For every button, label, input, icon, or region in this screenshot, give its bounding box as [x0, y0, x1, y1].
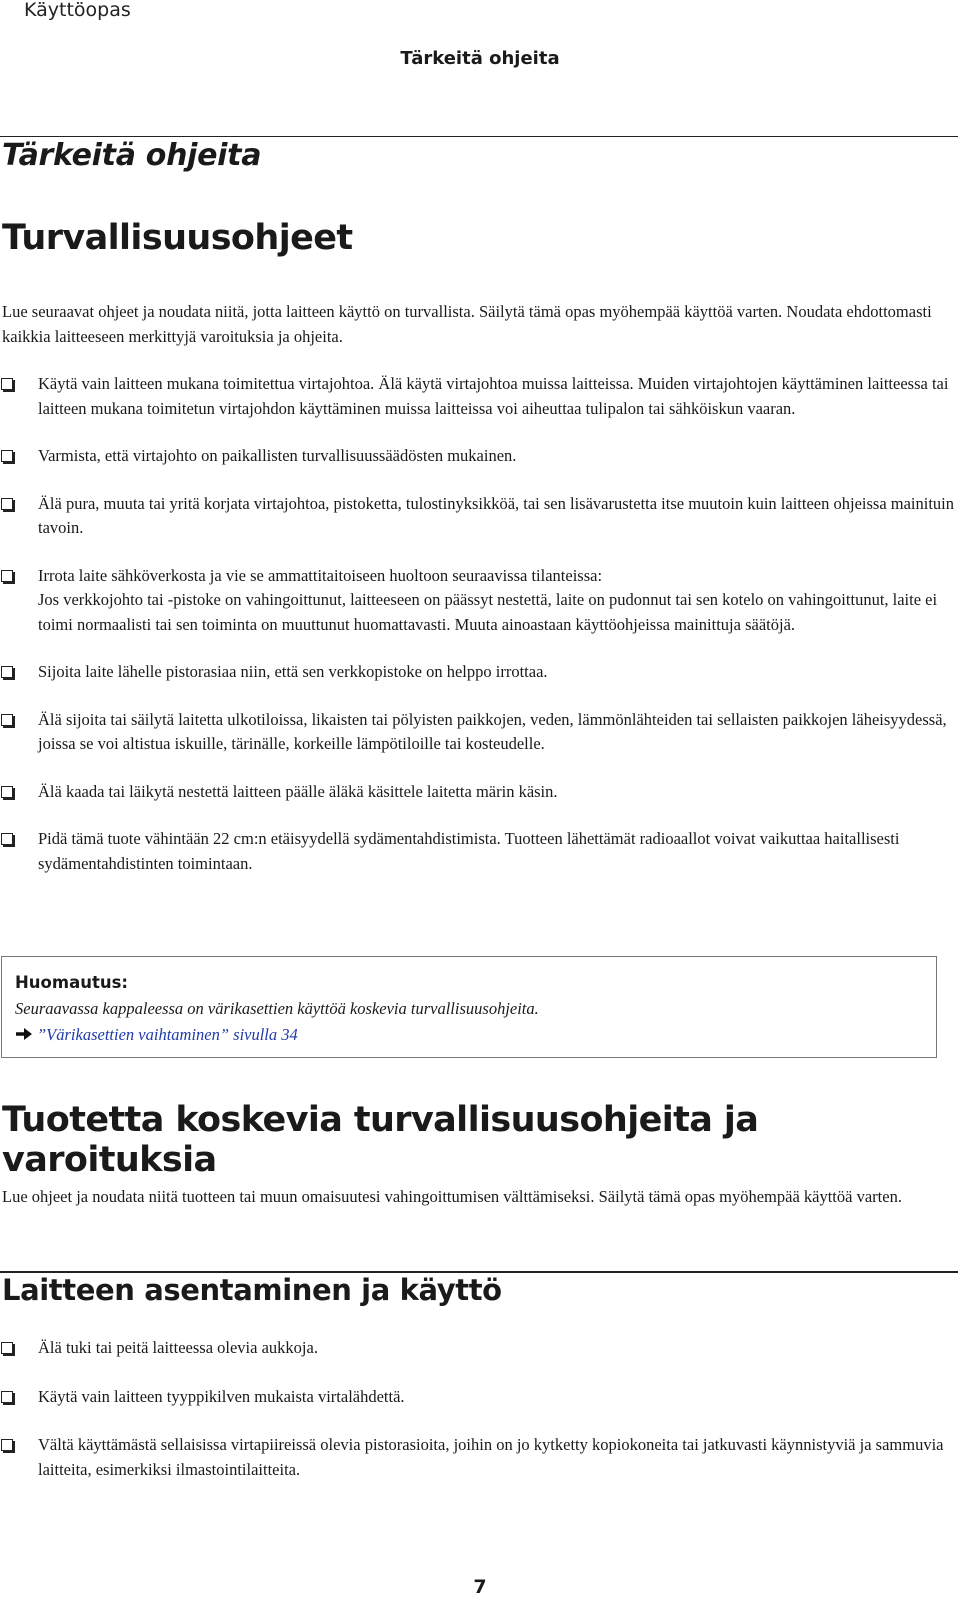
list-item-text: Varmista, että virtajohto on paikallisten turvallisuussäädösten mukainen. [38, 446, 517, 465]
checkbox-bullet-icon [1, 1439, 13, 1451]
list-item-text: Vältä käyttämästä sellaisissa virtapiireissä olevia pistorasioita, joihin on jo kytketty kopiokoneita tai jatkuvasti käynnistyviä ja sammuvia laitteita, esimerkiksi ilmastointilaitteita. [38, 1435, 944, 1479]
checkbox-bullet-icon [1, 570, 13, 582]
checkbox-bullet-icon [1, 833, 13, 845]
installation-heading: Laitteen asentaminen ja käyttö [2, 1273, 502, 1307]
list-item [0, 780, 958, 805]
checkbox-bullet-icon [1, 1391, 13, 1403]
list-item-text: Sijoita laite lähelle pistorasiaa niin, että sen verkkopistoke on helppo irrottaa. [38, 662, 548, 681]
list-item-text: Älä tuki tai peitä laitteessa olevia aukkoja. [38, 1338, 318, 1357]
note-title: Huomautus: [15, 973, 129, 992]
list-item-detail: Jos verkkojohto tai -pistoke on vahingoittunut, laitteeseen on päässyt nestettä, laite on pudonnut tai sen kotelo on vahingoittunut, laite ei toimi normaalisti tai sen toiminta on muuttunut huomattavasti. Muuta ainoastaan käyttöohjeissa mainittuja säätöjä. [38, 590, 938, 634]
checkbox-bullet-icon [1, 1342, 13, 1354]
list-item-text: Älä pura, muuta tai yritä korjata virtajohtoa, pistoketta, tulostinyksikköä, tai sen lisävarustetta itse muutoin kuin laitteen ohjeissa mainituin tavoin. [38, 493, 955, 537]
product-safety-intro: Lue ohjeet ja noudata niitä tuotteen tai muun omaisuutesi vahingoittumisen välttämiseksi. Säilytä tämä opas myöhempää käyttöä varten. [2, 1187, 902, 1206]
checkbox-bullet-icon [1, 450, 13, 462]
running-head: Tärkeitä ohjeita [400, 48, 560, 69]
checkbox-bullet-icon [1, 498, 13, 510]
list-item [0, 372, 958, 421]
chapter-title: Tärkeitä ohjeita [2, 138, 262, 173]
note-box [1, 956, 937, 1058]
safety-heading: Turvallisuusohjeet [2, 218, 353, 258]
checkbox-bullet-icon [1, 714, 13, 726]
manual-title: Käyttöopas [24, 0, 131, 21]
arrow-right-icon [15, 1025, 33, 1043]
chapter-rule [0, 136, 958, 137]
note-text: Seuraavassa kappaleessa on värikasettien käyttöä koskevia turvallisuusohjeita. [15, 999, 539, 1018]
list-item-text: Pidä tämä tuote vähintään 22 cm:n etäisyydellä sydämentahdistimista. Tuotteen lähettämät radioaallot voivat vaikuttaa haitallisesti sydämentahdistinten toimintaan. [38, 829, 900, 873]
safety-intro: Lue seuraavat ohjeet ja noudata niitä, jotta laitteen käyttö on turvallista. Säilytä tämä opas myöhempää käyttöä varten. Noudata ehdottomasti kaikkia laitteeseen merkittyjä varoituksia ja ohjeita. [2, 302, 932, 346]
note-link-row[interactable] [15, 1022, 923, 1048]
list-item [0, 1433, 958, 1482]
checkbox-bullet-icon [1, 786, 13, 798]
checkbox-bullet-icon [1, 378, 13, 390]
list-item-text: Käytä vain laitteen mukana toimitettua virtajohtoa. Älä käytä virtajohtoa muissa laitteissa. Muiden virtajohtojen käyttäminen laitteessa tai laitteen mukana toimitetun virtajohdon käyttäminen muissa laitteissa voi aiheuttaa tulipalon tai sähköiskun vaaran. [38, 374, 949, 418]
list-item-text: Älä kaada tai läikytä nestettä laitteen päälle äläkä käsittele laitetta märin käsin. [38, 781, 558, 801]
list-item [0, 564, 958, 638]
list-item [0, 1385, 958, 1410]
list-item-text: Älä sijoita tai säilytä laitetta ulkotiloissa, likaisten tai pölyisten paikkojen, veden, lämmönlähteiden tai sellaisten paikkojen läheisyydessä, joissa se voi altistua iskuille, tärinälle, korkeille lämpötiloille tai kosteudelle. [38, 709, 947, 753]
checkbox-bullet-icon [1, 666, 13, 678]
list-item [0, 660, 958, 685]
list-item-text: Käytä vain laitteen tyyppikilven mukaista virtalähdettä. [38, 1386, 405, 1406]
list-item-text: Irrota laite sähköverkosta ja vie se ammattitaitoiseen huoltoon seuraavissa tilanteissa: [38, 565, 603, 585]
installation-list [0, 1336, 958, 1482]
page-number: 7 [473, 1576, 487, 1598]
list-item [0, 444, 958, 469]
list-item [0, 492, 958, 541]
product-safety-heading: Tuotetta koskevia turvallisuusohjeita ja varoituksia [2, 1100, 759, 1180]
cross-reference-link[interactable]: ”Värikasettien vaihtaminen” sivulla 34 [37, 1025, 298, 1044]
list-item [0, 1336, 958, 1361]
safety-list [0, 372, 958, 876]
list-item [0, 827, 958, 876]
list-item [0, 708, 958, 757]
